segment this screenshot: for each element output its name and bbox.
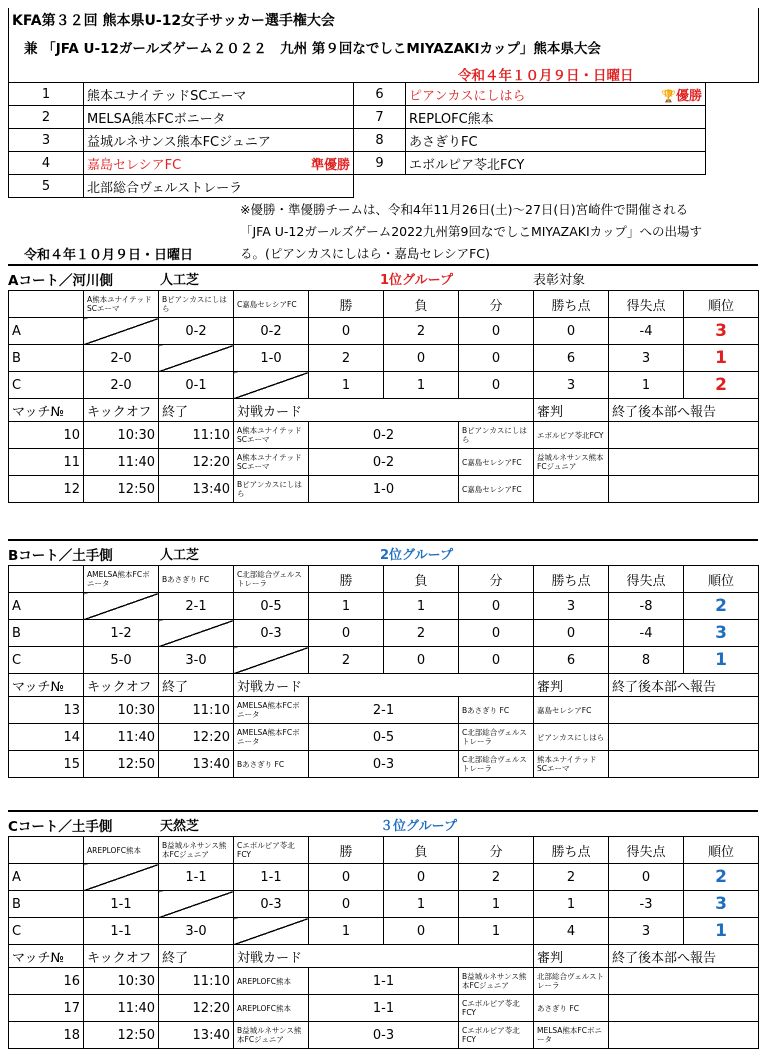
- stat-value: 1: [309, 372, 384, 399]
- stat-header: 分: [459, 291, 534, 318]
- rank-team-cell: [84, 106, 354, 129]
- match-score: 1-1: [309, 968, 459, 995]
- rank-team-name: 嘉島セレシアFC: [87, 157, 182, 173]
- stat-header: 順位: [684, 291, 759, 318]
- standings-row: [9, 318, 759, 345]
- standings-row: [9, 593, 759, 620]
- court-surface: 人工芝: [160, 548, 200, 563]
- away-team: C嘉島セレシアFC: [459, 449, 534, 476]
- report-cell: [609, 422, 759, 449]
- rank-team-name: あさぎりFC: [409, 134, 478, 150]
- report-cell: [609, 1022, 759, 1049]
- stat-value: 3: [534, 372, 609, 399]
- end-time: 11:10: [159, 697, 234, 724]
- result-cell: 0-2: [159, 318, 234, 345]
- match-no: 14: [9, 724, 84, 751]
- kickoff-time: 10:30: [84, 422, 159, 449]
- rank-team-name: 益城ルネサンス熊本FCジュニア: [87, 134, 271, 150]
- home-team: AMELSA熊本FCボニータ: [234, 697, 309, 724]
- match-row: [9, 968, 759, 995]
- stat-value: 0: [459, 345, 534, 372]
- match-row: [9, 476, 759, 503]
- rank-number: 9: [354, 152, 406, 175]
- ranking-row: [9, 83, 706, 106]
- report-header: 終了後本部へ報告: [609, 945, 759, 968]
- row-label: A: [9, 318, 84, 345]
- empty-cell: [354, 175, 406, 198]
- match-row: [9, 697, 759, 724]
- match-header-row: [9, 399, 759, 422]
- kickoff-time: 12:50: [84, 476, 159, 503]
- rank-team-cell: [406, 129, 706, 152]
- tournament-subtitle: 兼 「JFA U-12ガールズゲーム２０２２ 九州 第９回なでしこMIYAZAKIカップ」熊本県大会: [24, 41, 601, 57]
- group-rank: 3: [684, 891, 759, 918]
- standings-row: [9, 620, 759, 647]
- team-header: B益城ルネサンス熊本FCジュニア: [159, 837, 234, 864]
- stat-value: 2: [309, 345, 384, 372]
- rank-team-cell: [84, 152, 354, 175]
- rank-team-cell: [84, 175, 354, 198]
- court-title-bar: [8, 810, 758, 836]
- standings-row: [9, 864, 759, 891]
- diagonal-cell: [159, 345, 234, 372]
- stat-value: 0: [459, 318, 534, 345]
- result-cell: 0-3: [234, 620, 309, 647]
- rank-team-name: REPLOFC熊本: [409, 111, 494, 127]
- home-team: A熊本ユナイテッドSCエーマ: [234, 422, 309, 449]
- report-cell: [609, 995, 759, 1022]
- stat-value: 0: [384, 647, 459, 674]
- referee-team: [534, 476, 609, 503]
- end-header: 終了: [159, 674, 234, 697]
- standings-table: [8, 836, 759, 1049]
- report-cell: [609, 697, 759, 724]
- rank-team-name: ピアンカスにしはら: [409, 88, 526, 104]
- team-header: C北部総合ヴェルストレーラ: [234, 566, 309, 593]
- referee-team: 嘉島セレシアFC: [534, 697, 609, 724]
- match-header-row: [9, 945, 759, 968]
- rank-team-name: 熊本ユナイテッドSCエーマ: [87, 88, 247, 104]
- stat-value: 3: [534, 593, 609, 620]
- stat-value: 2: [459, 864, 534, 891]
- end-time: 12:20: [159, 995, 234, 1022]
- stat-header: 負: [384, 837, 459, 864]
- stat-header: 負: [384, 291, 459, 318]
- home-team: Bあさぎり FC: [234, 751, 309, 778]
- report-cell: [609, 968, 759, 995]
- stat-header: 勝ち点: [534, 837, 609, 864]
- row-label: C: [9, 647, 84, 674]
- ranking-row: [9, 129, 706, 152]
- standings-header-row: [9, 566, 759, 593]
- stat-value: 0: [309, 318, 384, 345]
- rank-team-name: MELSA熊本FCボニータ: [87, 111, 226, 127]
- stat-value: 1: [534, 891, 609, 918]
- report-cell: [609, 751, 759, 778]
- group-rank: 2: [684, 864, 759, 891]
- end-time: 11:10: [159, 968, 234, 995]
- court-title-bar: [8, 264, 758, 290]
- referee-team: 北部総合ヴェルストレーラ: [534, 968, 609, 995]
- team-header: AREPLOFC熊本: [84, 837, 159, 864]
- court-surface: 人工芝: [160, 273, 200, 288]
- team-header: A熊本ユナイテッドSCエーマ: [84, 291, 159, 318]
- group-rank: 3: [684, 318, 759, 345]
- result-cell: 0-3: [234, 891, 309, 918]
- away-team: B益城ルネサンス熊本FCジュニア: [459, 968, 534, 995]
- stat-value: 0: [459, 620, 534, 647]
- stat-header: 勝ち点: [534, 291, 609, 318]
- stat-value: -3: [609, 891, 684, 918]
- stat-value: 2: [384, 620, 459, 647]
- stat-header: 得失点: [609, 837, 684, 864]
- stat-header: 得失点: [609, 291, 684, 318]
- match-no: 12: [9, 476, 84, 503]
- stat-value: 0: [534, 620, 609, 647]
- home-team: AMELSA熊本FCボニータ: [234, 724, 309, 751]
- standings-table: [8, 290, 759, 503]
- rank-number: 6: [354, 83, 406, 106]
- stat-header: 勝: [309, 291, 384, 318]
- result-cell: 1-1: [159, 864, 234, 891]
- corner-cell: [9, 566, 84, 593]
- match-no: 11: [9, 449, 84, 476]
- result-cell: 0-2: [234, 318, 309, 345]
- away-team: Bピアンカスにしはら: [459, 422, 534, 449]
- group-rank: 1: [684, 647, 759, 674]
- stat-value: 0: [309, 891, 384, 918]
- standings-row: [9, 345, 759, 372]
- corner-cell: [9, 291, 84, 318]
- end-time: 13:40: [159, 751, 234, 778]
- stat-value: 0: [309, 620, 384, 647]
- match-score: 0-2: [309, 422, 459, 449]
- referee-team: エボルピア苓北FCY: [534, 422, 609, 449]
- stat-value: -4: [609, 318, 684, 345]
- referee-team: 益城ルネサンス熊本FCジュニア: [534, 449, 609, 476]
- rank-team-cell: [406, 152, 706, 175]
- row-label: C: [9, 918, 84, 945]
- away-team: Bあさぎり FC: [459, 697, 534, 724]
- stat-value: 0: [459, 593, 534, 620]
- stat-value: 1: [309, 593, 384, 620]
- stat-value: 3: [609, 918, 684, 945]
- stat-value: 3: [609, 345, 684, 372]
- kickoff-time: 11:40: [84, 724, 159, 751]
- home-team: B益城ルネサンス熊本FCジュニア: [234, 1022, 309, 1049]
- diagonal-cell: [234, 372, 309, 399]
- result-cell: 2-0: [84, 345, 159, 372]
- ranking-row: [9, 106, 706, 129]
- match-score: 1-1: [309, 995, 459, 1022]
- rank-team-name: 北部総合ヴェルストレーラ: [87, 180, 243, 196]
- trophy-icon: 🏆: [661, 88, 676, 103]
- diagonal-cell: [84, 593, 159, 620]
- home-team: Bピアンカスにしはら: [234, 476, 309, 503]
- diagonal-cell: [159, 620, 234, 647]
- court-title-bar: [8, 539, 758, 565]
- team-header: Bピアンカスにしはら: [159, 291, 234, 318]
- row-label: B: [9, 620, 84, 647]
- match-score: 2-1: [309, 697, 459, 724]
- kickoff-header: キックオフ: [84, 399, 159, 422]
- end-time: 12:20: [159, 724, 234, 751]
- match-no-header: マッチ№: [9, 945, 84, 968]
- kickoff-time: 10:30: [84, 968, 159, 995]
- group-rank: 2: [684, 372, 759, 399]
- stat-value: 0: [384, 864, 459, 891]
- match-no-header: マッチ№: [9, 674, 84, 697]
- kickoff-header: キックオフ: [84, 674, 159, 697]
- rank-note-label: 優勝: [675, 88, 702, 104]
- rank-number: 3: [9, 129, 84, 152]
- away-team: Cエボルピア苓北FCY: [459, 1022, 534, 1049]
- result-cell: 0-1: [159, 372, 234, 399]
- rank-number: 5: [9, 175, 84, 198]
- rank-number: 4: [9, 152, 84, 175]
- row-label: C: [9, 372, 84, 399]
- stat-value: 6: [534, 345, 609, 372]
- stat-value: -4: [609, 620, 684, 647]
- court-surface: 天然芝: [160, 819, 200, 834]
- report-cell: [609, 476, 759, 503]
- kickoff-time: 11:40: [84, 995, 159, 1022]
- kickoff-header: キックオフ: [84, 945, 159, 968]
- rank-number: 1: [9, 83, 84, 106]
- kickoff-time: 12:50: [84, 751, 159, 778]
- diagonal-cell: [84, 864, 159, 891]
- stat-value: 1: [309, 918, 384, 945]
- row-label: A: [9, 864, 84, 891]
- away-team: Cエボルピア苓北FCY: [459, 995, 534, 1022]
- rank-number: 2: [9, 106, 84, 129]
- court-title: Cコート／土手側: [8, 819, 113, 835]
- match-no: 17: [9, 995, 84, 1022]
- match-no: 18: [9, 1022, 84, 1049]
- match-score: 0-3: [309, 751, 459, 778]
- stat-header: 順位: [684, 837, 759, 864]
- card-header: 対戦カード: [234, 399, 534, 422]
- match-row: [9, 422, 759, 449]
- match-no-header: マッチ№: [9, 399, 84, 422]
- team-header: C嘉島セレシアFC: [234, 291, 309, 318]
- group-rank: 2: [684, 593, 759, 620]
- kickoff-time: 10:30: [84, 697, 159, 724]
- stat-value: 0: [384, 345, 459, 372]
- corner-cell: [9, 837, 84, 864]
- result-cell: 1-1: [84, 918, 159, 945]
- diagonal-cell: [159, 891, 234, 918]
- rank-team-cell: [406, 106, 706, 129]
- stat-value: 1: [384, 593, 459, 620]
- match-header-row: [9, 674, 759, 697]
- stat-header: 勝: [309, 837, 384, 864]
- rank-number: 7: [354, 106, 406, 129]
- result-date: 令和４年１０月９日・日曜日: [458, 68, 634, 84]
- match-score: 0-2: [309, 449, 459, 476]
- result-cell: 1-1: [84, 891, 159, 918]
- rank-note: [661, 85, 702, 104]
- end-time: 13:40: [159, 476, 234, 503]
- group-rank: 1: [684, 345, 759, 372]
- standings-row: [9, 891, 759, 918]
- referee-team: 熊本ユナイテッドSCエーマ: [534, 751, 609, 778]
- notice-line-2: 「JFA U-12ガールズゲーム2022九州第9回なでしこMIYAZAKIカップ」への出場す: [240, 224, 703, 239]
- diagonal-cell: [234, 647, 309, 674]
- rank-team-cell: [84, 83, 354, 106]
- court-title: Bコート／土手側: [8, 548, 113, 564]
- end-time: 12:20: [159, 449, 234, 476]
- standings-row: [9, 372, 759, 399]
- match-row: [9, 449, 759, 476]
- stat-value: 2: [384, 318, 459, 345]
- result-cell: 2-0: [84, 372, 159, 399]
- tournament-title: KFA第３２回 熊本県U-12女子サッカー選手権大会: [12, 13, 335, 29]
- team-header: Bあさぎり FC: [159, 566, 234, 593]
- row-label: A: [9, 593, 84, 620]
- match-score: 0-3: [309, 1022, 459, 1049]
- report-header: 終了後本部へ報告: [609, 399, 759, 422]
- end-header: 終了: [159, 399, 234, 422]
- standings-row: [9, 918, 759, 945]
- stat-value: 1: [384, 372, 459, 399]
- stat-header: 分: [459, 837, 534, 864]
- ranking-row: [9, 152, 706, 175]
- away-team: C北部総合ヴェルストレーラ: [459, 751, 534, 778]
- group-label: 1位グループ: [380, 273, 454, 288]
- result-cell: 5-0: [84, 647, 159, 674]
- referee-team: ピアンカスにしはら: [534, 724, 609, 751]
- result-cell: 0-5: [234, 593, 309, 620]
- stat-value: 6: [534, 647, 609, 674]
- stat-value: 1: [384, 891, 459, 918]
- standings-header-row: [9, 837, 759, 864]
- result-cell: 1-0: [234, 345, 309, 372]
- group-label: 2位グループ: [380, 548, 454, 563]
- ranking-row: [9, 175, 706, 198]
- match-row: [9, 724, 759, 751]
- match-score: 0-5: [309, 724, 459, 751]
- group-label: ３位グループ: [380, 819, 457, 834]
- stat-header: 勝ち点: [534, 566, 609, 593]
- match-no: 10: [9, 422, 84, 449]
- stat-value: -8: [609, 593, 684, 620]
- match-score: 1-0: [309, 476, 459, 503]
- stat-header: 勝: [309, 566, 384, 593]
- stat-value: 4: [534, 918, 609, 945]
- result-cell: 3-0: [159, 918, 234, 945]
- stat-value: 1: [459, 891, 534, 918]
- rank-note: 準優勝: [310, 157, 350, 173]
- stat-value: 2: [534, 864, 609, 891]
- home-team: AREPLOFC熊本: [234, 995, 309, 1022]
- stat-value: 0: [384, 918, 459, 945]
- rank-team-name: エボルピア苓北FCY: [409, 157, 525, 173]
- row-label: B: [9, 345, 84, 372]
- notice-line-1: ※優勝・準優勝チームは、令和4年11月26日(土)～27日(日)宮崎件で開催される: [240, 202, 689, 217]
- schedule-date: 令和４年１０月９日・日曜日: [24, 248, 194, 263]
- match-row: [9, 751, 759, 778]
- empty-cell: [406, 175, 706, 198]
- result-cell: 1-2: [84, 620, 159, 647]
- court-section: [8, 810, 758, 1049]
- referee-team: あさぎり FC: [534, 995, 609, 1022]
- referee-header: 審判: [534, 945, 609, 968]
- rank-team-cell: [406, 83, 706, 106]
- standings-table: [8, 565, 759, 778]
- rank-number: 8: [354, 129, 406, 152]
- end-header: 終了: [159, 945, 234, 968]
- kickoff-time: 11:40: [84, 449, 159, 476]
- home-team: AREPLOFC熊本: [234, 968, 309, 995]
- referee-header: 審判: [534, 674, 609, 697]
- result-cell: 1-1: [234, 864, 309, 891]
- team-header: AMELSA熊本FCボニータ: [84, 566, 159, 593]
- report-header: 終了後本部へ報告: [609, 674, 759, 697]
- court-section: [8, 539, 758, 778]
- stat-header: 得失点: [609, 566, 684, 593]
- award-target-label: 表彰対象: [533, 273, 586, 288]
- diagonal-cell: [84, 318, 159, 345]
- away-team: C北部総合ヴェルストレーラ: [459, 724, 534, 751]
- standings-header-row: [9, 291, 759, 318]
- row-label: B: [9, 891, 84, 918]
- stat-value: 0: [534, 318, 609, 345]
- away-team: C嘉島セレシアFC: [459, 476, 534, 503]
- stat-value: 0: [459, 647, 534, 674]
- result-cell: 2-1: [159, 593, 234, 620]
- stat-value: 1: [609, 372, 684, 399]
- home-team: A熊本ユナイテッドSCエーマ: [234, 449, 309, 476]
- court-section: [8, 264, 758, 503]
- rank-team-cell: [84, 129, 354, 152]
- stat-value: 0: [609, 864, 684, 891]
- end-time: 11:10: [159, 422, 234, 449]
- stat-header: 分: [459, 566, 534, 593]
- diagonal-cell: [234, 918, 309, 945]
- card-header: 対戦カード: [234, 674, 534, 697]
- stat-header: 順位: [684, 566, 759, 593]
- standings-row: [9, 647, 759, 674]
- match-no: 13: [9, 697, 84, 724]
- stat-value: 0: [309, 864, 384, 891]
- stat-value: 1: [459, 918, 534, 945]
- team-header: Cエボルピア苓北FCY: [234, 837, 309, 864]
- group-rank: 3: [684, 620, 759, 647]
- stat-value: 2: [309, 647, 384, 674]
- stat-value: 8: [609, 647, 684, 674]
- stat-value: 0: [459, 372, 534, 399]
- referee-header: 審判: [534, 399, 609, 422]
- match-row: [9, 1022, 759, 1049]
- result-cell: 3-0: [159, 647, 234, 674]
- stat-header: 負: [384, 566, 459, 593]
- notice-line-3: る。(ピアンカスにしはら・嘉島セレシアFC): [240, 246, 490, 261]
- match-no: 16: [9, 968, 84, 995]
- end-time: 13:40: [159, 1022, 234, 1049]
- match-no: 15: [9, 751, 84, 778]
- referee-team: MELSA熊本FCボニータ: [534, 1022, 609, 1049]
- report-cell: [609, 724, 759, 751]
- card-header: 対戦カード: [234, 945, 534, 968]
- group-rank: 1: [684, 918, 759, 945]
- match-row: [9, 995, 759, 1022]
- ranking-table: [8, 82, 706, 198]
- kickoff-time: 12:50: [84, 1022, 159, 1049]
- report-cell: [609, 449, 759, 476]
- court-title: Aコート／河川側: [8, 273, 113, 289]
